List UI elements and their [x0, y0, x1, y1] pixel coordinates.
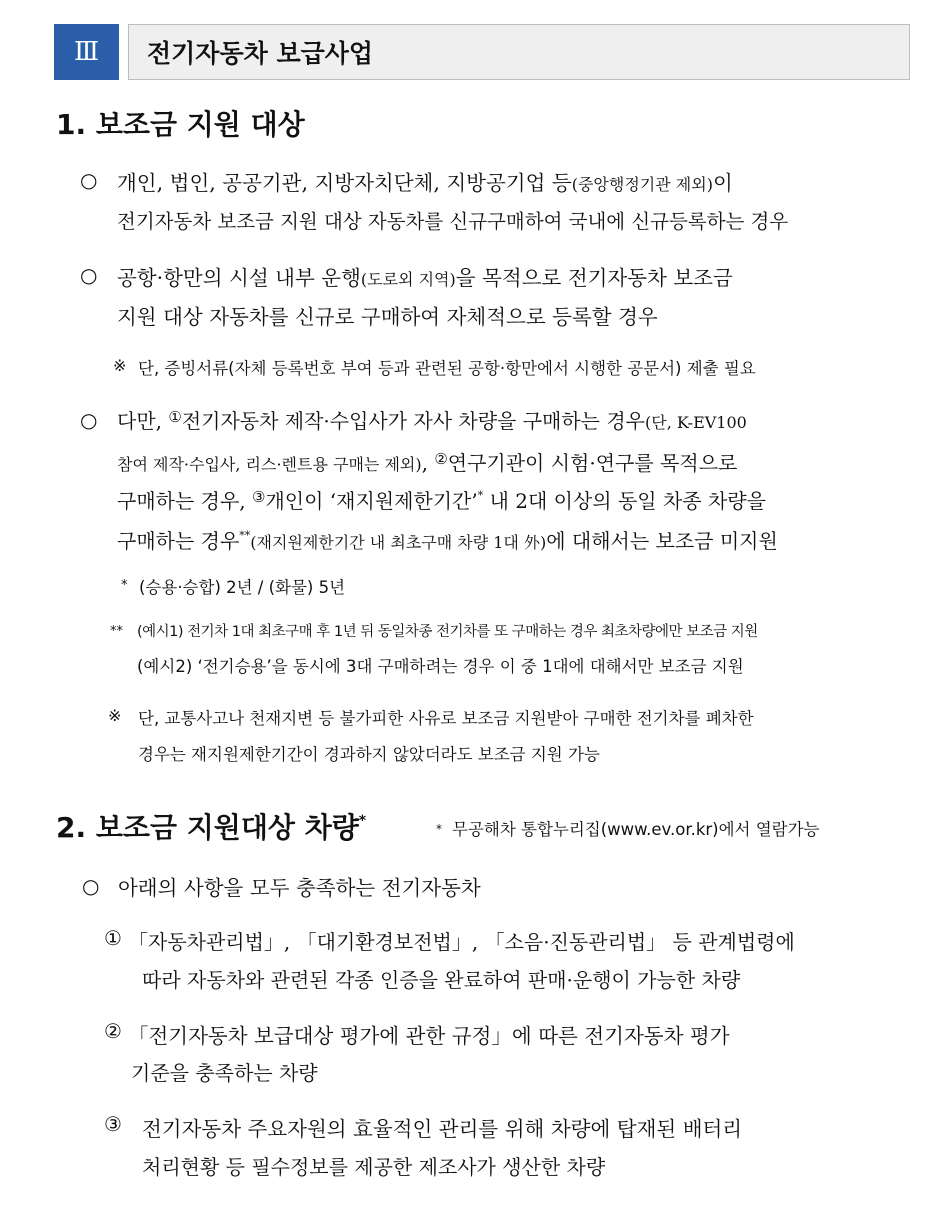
chapter-number: Ⅲ [54, 24, 119, 80]
chapter-title: 전기자동차 보급사업 [147, 39, 374, 68]
criterion-2-line1: 「전기자동차 보급대상 평가에 관한 규정」에 따른 전기자동차 평가 [128, 1024, 730, 1048]
item2-paren: (도로외 지역) [360, 270, 456, 289]
item3-comma: , [421, 451, 435, 475]
circled-3: ③ [252, 488, 266, 506]
item3-line2 [117, 447, 737, 476]
section2-side-note: 무공해차 통합누리집(www.ev.or.kr)에서 열람가능 [452, 820, 820, 839]
criterion-3-line1: 전기자동차 주요자원의 효율적인 관리를 위해 차량에 탑재된 배터리 [142, 1117, 743, 1141]
criterion-3-number: ③ [104, 1112, 122, 1136]
item3-paren-c: (재지원제한기간 내 최초구매 차량 1대 外) [250, 533, 547, 552]
item1-text-a: 개인, 법인, 공공기관, 지방자치단체, 지방공기업 등 [117, 171, 572, 195]
bullet: ○ [80, 408, 98, 432]
item1-line1 [117, 166, 733, 196]
chapter-title-box [128, 24, 910, 80]
item3-line1 [117, 405, 747, 434]
item2-note: 단, 증빙서류(자체 등록번호 부여 등과 관련된 공항·항만에서 시행한 공문서) 제출 필요 [138, 359, 756, 378]
criterion-1-line2: 따라 자동차와 관련된 각종 인증을 완료하여 판매·운행이 가능한 차량 [142, 968, 741, 992]
bullet: ○ [80, 168, 98, 192]
footnote-mark-2: ** [110, 624, 123, 639]
item3-text-h: 에 대해서는 보조금 미지원 [546, 529, 778, 553]
chapter-header [54, 24, 910, 80]
bullet: ○ [82, 874, 100, 898]
item3-line3 [117, 485, 766, 514]
item3-text-a: 다만, [117, 409, 169, 433]
side-note-mark: * [436, 822, 442, 836]
item2-text-c: 을 목적으로 전기자동차 보조금 [455, 266, 733, 290]
item3-note2: 경우는 재지원제한기간이 경과하지 않았더라도 보조금 지원 가능 [138, 745, 600, 764]
item3-line4 [117, 525, 778, 554]
criterion-1-number: ① [104, 926, 122, 950]
item3-text-d: 구매하는 경우, [117, 489, 252, 513]
bullet: ○ [80, 263, 98, 287]
criterion-2-line2: 기준을 충족하는 차량 [131, 1061, 318, 1085]
section1-title: 1. 보조금 지원 대상 [56, 108, 305, 141]
footnote-1: (승용·승합) 2년 / (화물) 5년 [139, 578, 346, 597]
item3-paren-b: 참여 제작·수입사, 리스·렌트용 구매는 제외) [117, 455, 422, 474]
criterion-1-line1: 「자동차관리법」, 「대기환경보전법」, 「소음·진동관리법」 등 관계법령에 [128, 930, 795, 954]
criterion-3-line2: 처리현황 등 필수정보를 제공한 제조사가 생산한 차량 [142, 1155, 606, 1179]
item2-line1 [117, 261, 733, 291]
item3-text-e: 개인이 ‘재지원제한기간’ [265, 489, 478, 513]
circled-2: ② [434, 450, 448, 468]
section2-intro: 아래의 사항을 모두 충족하는 전기자동차 [118, 876, 481, 900]
item2-text-a: 공항·항만의 시설 내부 운행 [117, 266, 361, 290]
footnote-2a: (예시1) 전기차 1대 최초구매 후 1년 뒤 동일차종 전기차를 또 구매하는 경우 최초차량에만 보조금 지원 [137, 624, 758, 640]
item2-line2: 지원 대상 자동차를 신규로 구매하여 자체적으로 등록할 경우 [117, 305, 658, 329]
footnote-2b: (예시2) ‘전기승용’을 동시에 3대 구매하려는 경우 이 중 1대에 대해서만 보조금 지원 [137, 657, 744, 676]
item1-line2: 전기자동차 보조금 지원 대상 자동차를 신규구매하여 국내에 신규등록하는 경우 [117, 210, 789, 233]
item1-paren: (중앙행정기관 제외) [571, 175, 713, 194]
item3-paren-a: (단, K-EV100 [645, 413, 747, 432]
footnote-ref-2: ** [239, 529, 251, 542]
note-mark: ※ [108, 706, 122, 725]
section2-title-sup: * [358, 813, 367, 829]
section2-title-text: 2. 보조금 지원대상 차량 [56, 811, 359, 844]
item3-text-f: 내 2대 이상의 동일 차종 차량을 [483, 489, 766, 513]
item3-text-g: 구매하는 경우 [117, 529, 240, 553]
section2-title [56, 806, 366, 846]
note-mark: ※ [113, 356, 127, 375]
footnote-mark-1: * [121, 578, 128, 593]
footnote-ref-1: * [477, 489, 484, 502]
item3-text-b: 전기자동차 제작·수입사가 자사 차량을 구매하는 경우 [181, 409, 645, 433]
item3-note1: 단, 교통사고나 천재지변 등 불가피한 사유로 보조금 지원받아 구매한 전기차를 폐차한 [138, 709, 754, 728]
item1-text-c: 이 [712, 171, 733, 195]
criterion-2-number: ② [104, 1019, 122, 1043]
circled-1: ① [168, 408, 182, 426]
item3-text-c: 연구기관이 시험·연구를 목적으로 [447, 451, 738, 475]
